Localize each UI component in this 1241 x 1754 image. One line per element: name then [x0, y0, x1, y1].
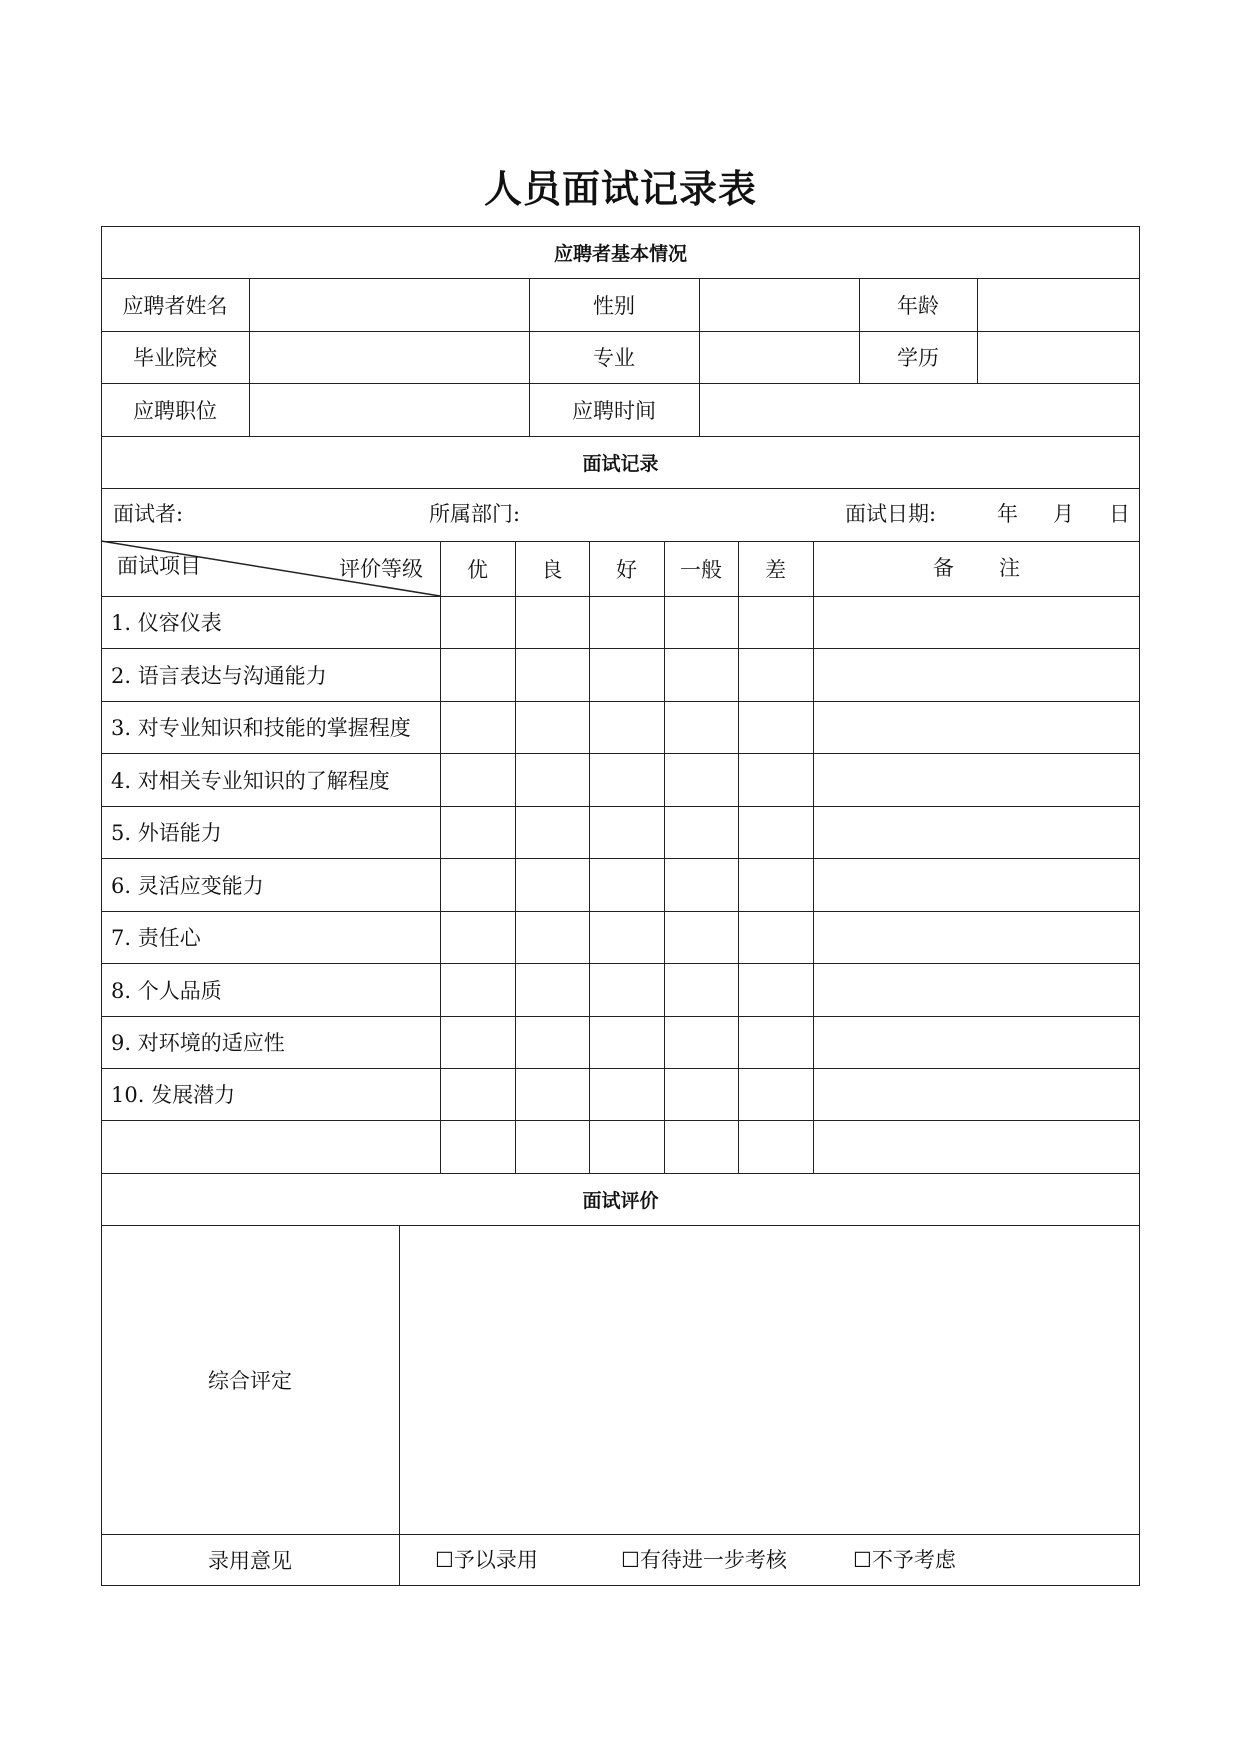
- date-year-label: 年: [997, 502, 1018, 526]
- item-row-label: 8. 个人品质: [111, 978, 222, 1003]
- item-row-label: 6. 灵活应变能力: [111, 873, 264, 898]
- input-age[interactable]: [977, 278, 1140, 331]
- decision-label: 录用意见: [208, 1549, 292, 1573]
- checkbox-icon[interactable]: ☐: [435, 1548, 454, 1572]
- item-row-label: 9. 对环境的适应性: [111, 1031, 285, 1055]
- input-position[interactable]: [249, 383, 529, 436]
- grid-header-grade: 评价等级: [339, 557, 423, 581]
- date-month-label: 月: [1053, 502, 1074, 526]
- item-row-label: 3. 对专业知识和技能的掌握程度: [111, 716, 411, 740]
- item-row-label: 5. 外语能力: [111, 821, 222, 845]
- label-position: 应聘职位: [133, 398, 217, 423]
- department-label: 所属部门:: [429, 502, 521, 526]
- item-row-label: 10. 发展潜力: [111, 1083, 236, 1107]
- label-name: 应聘者姓名: [122, 293, 228, 318]
- remarks-header-2: 注: [999, 556, 1020, 580]
- input-apply-time[interactable]: [699, 383, 1140, 436]
- option-further-review-label: 有待进一步考核: [639, 1548, 787, 1572]
- checkbox-icon[interactable]: ☐: [853, 1548, 872, 1572]
- level-poor: 差: [765, 557, 786, 582]
- item-row-label: 1. 仪容仪表: [111, 611, 222, 635]
- level-good: 良: [541, 557, 563, 582]
- evaluation-heading: 面试评价: [582, 1189, 659, 1212]
- option-further-review[interactable]: [621, 1534, 787, 1586]
- input-education[interactable]: [977, 331, 1140, 383]
- level-fine: 好: [616, 557, 637, 582]
- label-school: 毕业院校: [133, 346, 217, 370]
- label-age: 年龄: [897, 293, 939, 318]
- basic-info-heading: 应聘者基本情况: [553, 242, 687, 265]
- option-hire[interactable]: [435, 1534, 538, 1586]
- date-day-label: 日: [1109, 502, 1130, 526]
- item-row-label: 4. 对相关专业知识的了解程度: [111, 768, 390, 793]
- item-row-label: 2. 语言表达与沟通能力: [111, 663, 327, 688]
- record-heading: 面试记录: [582, 452, 659, 475]
- overall-label: 综合评定: [208, 1368, 292, 1393]
- level-average: 一般: [680, 557, 722, 582]
- label-education: 学历: [897, 346, 939, 370]
- level-excellent: 优: [467, 557, 488, 582]
- page-title: 人员面试记录表: [483, 167, 757, 211]
- label-apply-time: 应聘时间: [572, 398, 656, 423]
- interview-form: [101, 226, 1140, 1586]
- interviewer-label: 面试者:: [113, 502, 184, 526]
- option-reject-label: 不予考虑: [871, 1548, 956, 1572]
- input-gender[interactable]: [699, 278, 859, 331]
- label-gender: 性别: [593, 293, 635, 318]
- label-major: 专业: [593, 346, 635, 370]
- option-hire-label: 予以录用: [453, 1548, 538, 1572]
- input-major[interactable]: [699, 331, 859, 383]
- date-label: 面试日期:: [845, 502, 937, 526]
- grid-header-item: 面试项目: [117, 554, 201, 578]
- option-reject[interactable]: [853, 1534, 956, 1586]
- remarks-header-1: 备: [933, 556, 954, 580]
- overall-input[interactable]: [399, 1225, 1140, 1534]
- input-school[interactable]: [249, 331, 529, 383]
- item-row-label: 7. 责任心: [111, 926, 201, 950]
- input-name[interactable]: [249, 278, 529, 331]
- checkbox-icon[interactable]: ☐: [621, 1548, 640, 1572]
